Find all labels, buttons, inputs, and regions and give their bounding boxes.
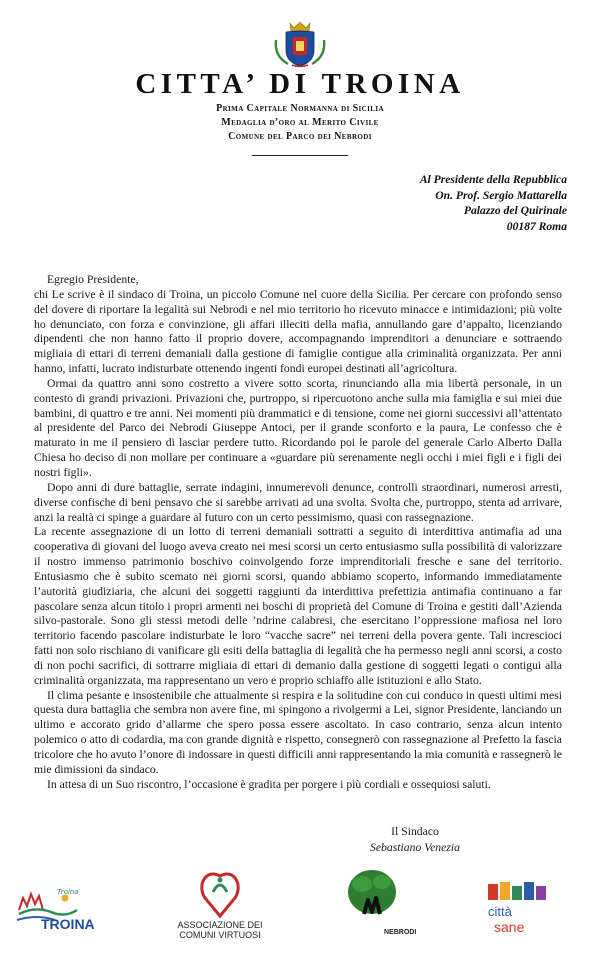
recipient-line: On. Prof. Sergio Mattarella — [435, 188, 567, 202]
city-crest-icon — [272, 20, 328, 68]
troina-logo-text: TROINA — [41, 916, 95, 932]
recipient-line: 00187 Roma — [506, 219, 567, 233]
header-divider — [252, 155, 348, 156]
letter-paragraph: Il clima pesante e insostenibile che attualmente si respira e la solitudine con cui conduco in questi ultimi mesi questa dura battaglia che sembra non avere fine, mi spingono a rivolgermi a Lei, signor Presidente, lanciando un ultimo e accorato grido d’allarme che spero possa essere ascoltato. In caso contrario, senza alcun intento polemico o atto di codardia, ma con grande dignità e rispetto, consegnerò con rassegnazione al Prefetto la fascia tricolore che ho avuto l’onore di indossare in questi difficili anni rappresentando la mia comunità e rassegnerò le mie dimissioni da sindaco. — [34, 688, 562, 776]
letter-paragraph: chi Le scrive è il sindaco di Troina, un piccolo Comune nel cuore della Sicilia. Per cercare con profondo senso del dovere di riportare la legalità sui Nebrodi e nel mio territorio ho ricevuto minacce e intimidazioni; più volte ho denunciato, con forza e convinzione, gli affari illeciti della mafia, annullando gare d’appalto, licenziando dipendenti che non hanno fatto il proprio dovere, accompagnando imprenditori a denunciare e sottraendo migliaia di ettari di terreni demaniali dalla gestione di famiglie contigue alla criminalità organizzata. Per anni hanno, infatti, lucrato indisturbate ottenendo ingenti fondi europei destinati all’agricoltura. — [34, 287, 562, 376]
comuni-virtuosi-logo — [175, 868, 265, 940]
subtitle-line: Prima Capitale Normanna di Sicilia — [216, 103, 384, 114]
nebrodi-park-logo — [342, 868, 417, 940]
troina-logo — [15, 880, 95, 936]
troina-tagline: Troina — [57, 888, 79, 896]
letter-paragraph: Dopo anni di dure battaglie, serrate indagini, innumerevoli denunce, controlli straordinari, numerosi arresti, diverse confische di beni pensavo che si sarebbe arrivati ad una svolta. Svolta che, purtroppo, stenta ad arrivare, anzi la realtà ci spinge a guardare al futuro con un certo pessimismo, quasi con rassegnazione. — [34, 480, 562, 524]
signature-role: Il Sindaco — [391, 825, 439, 838]
subtitle-line: Medaglia d’oro al Merito Civile — [221, 117, 379, 128]
nebrodi-logo-text: NEBRODI — [384, 929, 417, 936]
letter-body — [34, 273, 562, 793]
assoc-line-1: ASSOCIAZIONE DEI — [177, 920, 263, 930]
assoc-line-2: COMUNI VIRTUOSI — [179, 930, 261, 940]
recipient-line: Palazzo del Quirinale — [463, 204, 567, 217]
citta-line-2: sane — [494, 919, 525, 935]
letter-paragraph: In attesa di un Suo riscontro, l’occasione è gradita per porgere i più cordiali e ossequiosi saluti. — [47, 777, 491, 791]
citta-sane-logo — [484, 880, 550, 942]
letter-paragraph: Ormai da quattro anni sono costretto a vivere sotto scorta, rinunciando alla mia libertà personale, in un contesto di grandi privazioni. Privazioni che, purtroppo, si ripercuotono anche sulla mia famiglia e sui miei due bambini, di quattro e tre anni. Nei momenti più drammatici e di tensione, come nei giorni successivi all’attentato al presidente del Parco dei Nebrodi Giuseppe Antoci, per il grande sconforto e la paura, Le confesso che è maturato in me il pensiero di lasciar perdere tutto. Ricordando poi le parole del generale Carlo Alberto Dalla Chiesa ho deciso di non mollare per continuare a «guardare più serenamente negli occhi i miei figli e i figli dei nostri figli». — [34, 376, 562, 479]
citta-line-1: città — [488, 904, 512, 919]
subtitle-line: Comune del Parco dei Nebrodi — [228, 131, 372, 142]
recipient-address — [420, 172, 567, 234]
signature-name: Sebastiano Venezia — [370, 841, 460, 854]
salutation: Egregio Presidente, — [47, 273, 139, 286]
city-title: CITTA’ DI TROINA — [135, 68, 465, 100]
letter-paragraph: La recente assegnazione di un lotto di terreni demaniali sottratti a seguito di interdittiva antimafia ad una cooperativa di giovani del luogo aveva creato nei mesi scorsi un certo entusiasmo sulla possibilità di valorizzare il nostro immenso patrimonio boschivo coinvolgendo forze imprenditoriali fresche e sane del territorio. Entusiasmo che è subito scemato nei giorni scorsi, quando abbiamo scoperto, informando immediatamente l’autorità giudiziaria, che alcuni dei soggetti raggiunti da interdittiva prefettizia antimafia continuano a far pascolare senza alcun titolo i propri armenti nei boschi di proprietà del Comune di Troina e gestiti dall’Azienda silvo-pastorale. Sono gli stessi metodi delle ’ndrine calabresi, che esercitano l’oppressione mafiosa nel loro territorio facendo pascolare indisturbate le loro “vacche sacre” nei terreni della povera gente. Tali increscioci fatti non solo rischiano di vanificare gli esiti della battaglia di legalità che ha permesso negli anni scorsi, a costo di non pochi sacrifici, di sottrarre migliaia di ettari di demanio dalla gestione di soggetti legati o contigui alla criminalità organizzata, ma rappresentano un vero e proprio schiaffo alle istituzioni e allo Stato. — [34, 525, 562, 687]
recipient-line: Al Presidente della Repubblica — [419, 173, 567, 186]
signature-block — [355, 824, 475, 856]
